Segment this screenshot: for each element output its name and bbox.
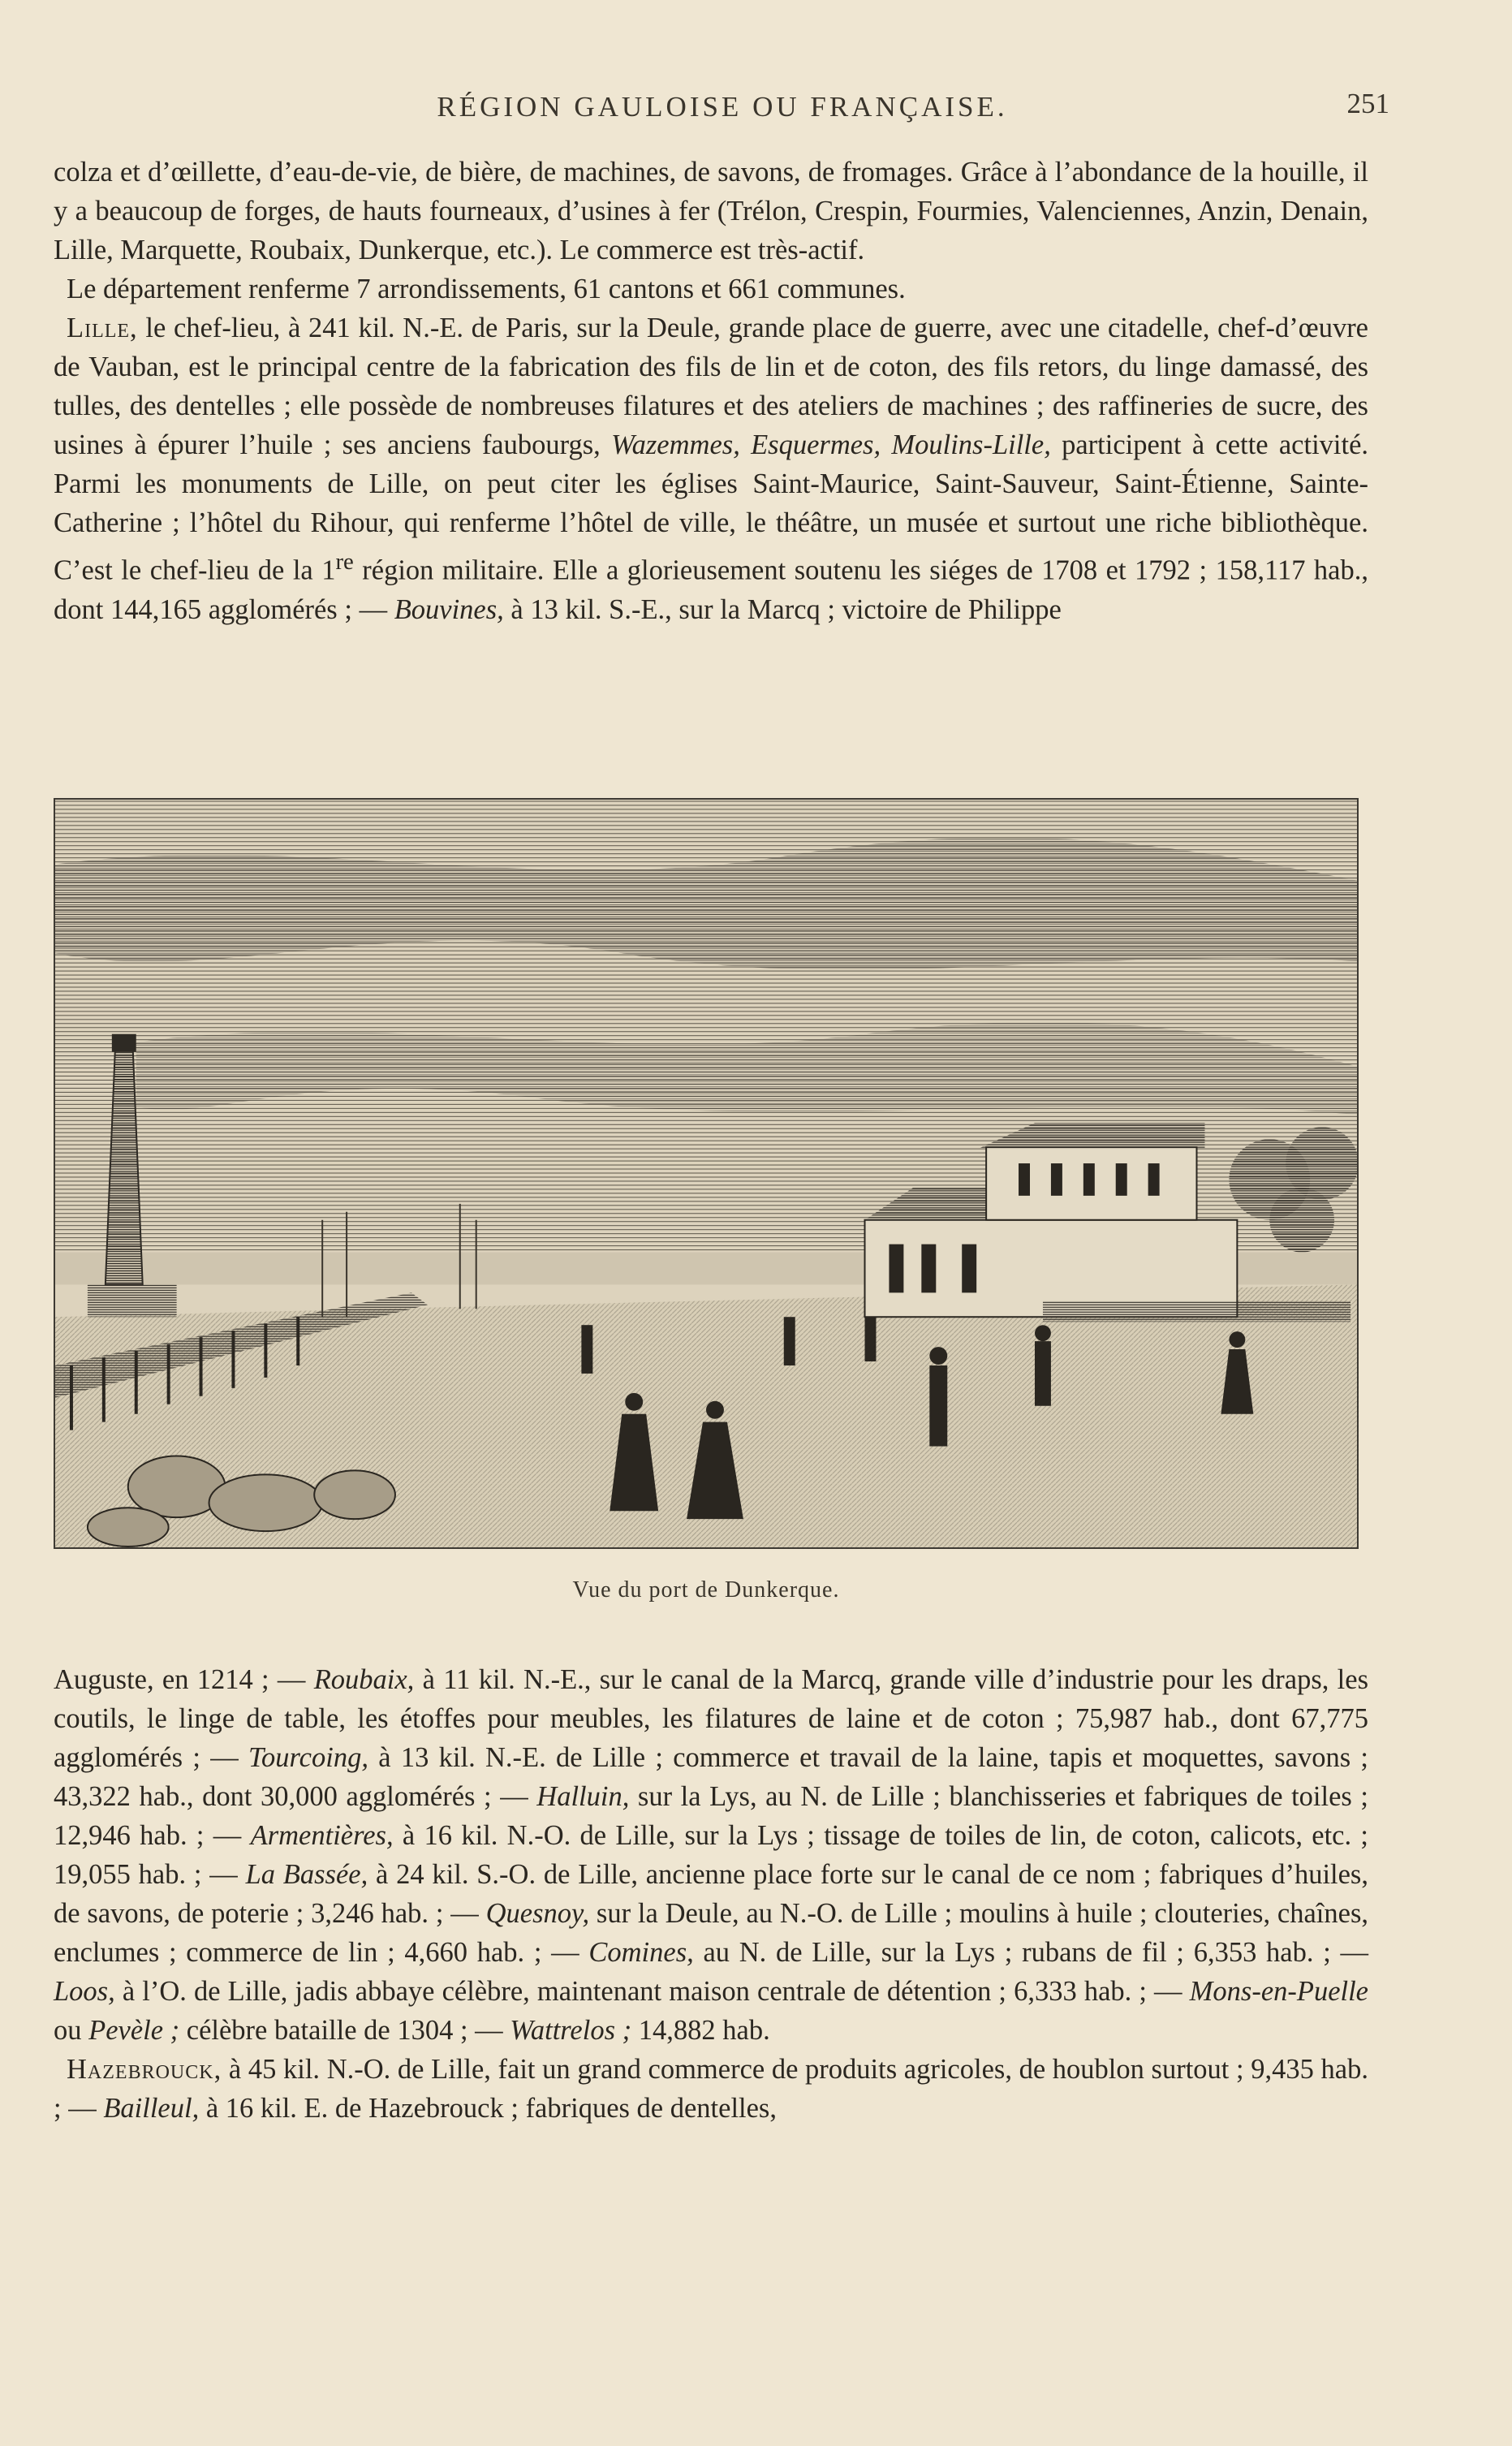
- text-run: à l’O. de Lille, jadis abbaye célèbre, maintenant maison centrale de détention ; 6,333 hab. ; —: [114, 1976, 1190, 2007]
- paragraph-nord-towns: [54, 1660, 1368, 2050]
- text-run: sur la Lys, au N. de Lille ; blanchisseries et fabriques de toiles ; 12,946 hab. ; —: [54, 1781, 1369, 1851]
- figure-caption: Vue du port de Dunkerque.: [572, 1577, 840, 1603]
- text-run: à 11 kil. N.-E., sur le canal de la Marcq, grande ville d’industrie pour les draps, les coutils, le linge de table, les étoffes pour meubles, les filatures de laine et de coton ; 75,987 hab., dont 67,775 agglomérés ; —: [54, 1664, 1368, 1773]
- place-name-roubaix: Roubaix,: [313, 1664, 415, 1695]
- page-number: 251: [1346, 88, 1389, 119]
- text-run: à 24 kil. S.-O. de Lille, ancienne place forte sur le canal de ce nom ; fabriques d’huiles, de savons, de poterie ; 3,246 hab. ; —: [54, 1859, 1368, 1929]
- place-name-mons-en-puelle: Mons-en-Puelle: [1189, 1976, 1368, 2007]
- engraving-illustration: [55, 800, 1357, 1547]
- text-run: à 13 kil. S.-E., sur la Marcq ; victoire de Philippe: [503, 593, 1062, 625]
- lighthouse-base: [88, 1284, 177, 1317]
- text-run: au N. de Lille, sur la Lys ; rubans de fil ; 6,353 hab. ; —: [693, 1937, 1368, 1968]
- place-name-bouvines: Bouvines,: [394, 593, 504, 625]
- paragraph-hazebrouck: [54, 2050, 1368, 2128]
- place-name-comines: Comines,: [588, 1937, 694, 1968]
- text-run: 14,882 hab.: [631, 2015, 770, 2046]
- text-run: région militaire. Elle a glorieusement soutenu les siéges de 1708 et 1792 ; 158,117 hab., dont 144,165 agglomérés ; —: [54, 554, 1368, 625]
- paragraph-lille: [54, 308, 1368, 629]
- upper-text-block: [54, 153, 1368, 629]
- place-name-loos: Loos,: [54, 1976, 115, 2007]
- place-name-wattrelos: Wattrelos ;: [510, 2015, 632, 2046]
- running-title: RÉGION GAULOISE OU FRANÇAISE.: [437, 91, 1008, 123]
- place-name-pevele: Pevèle ;: [88, 2015, 180, 2046]
- text-run: à 45 kil. N.-O. de Lille, fait un grand commerce de produits agricoles, de houblon surtout ; 9,435 hab. ; —: [54, 2054, 1368, 2124]
- text-run: ou: [54, 2015, 89, 2046]
- text-run: à 16 kil. N.-O. de Lille, sur la Lys ; tissage de toiles de lin, de coton, calicots, etc. ; 19,055 hab. ; —: [54, 1820, 1368, 1890]
- lower-text-block: [54, 1660, 1368, 2128]
- paragraph-industry: colza et d’œillette, d’eau-de-vie, de bière, de machines, de savons, de fromages. Grâce à l’abondance de la houille, il y a beaucoup de forges, de hauts fourneaux, d’usines à fer (Trélon, Crespin, Fourmies, Valenciennes, Anzin, Denain, Lille, Marquette, Roubaix, Dunkerque, etc.). Le commerce est très-actif.: [54, 157, 1368, 265]
- place-name-quesnoy: Quesnoy,: [485, 1898, 590, 1929]
- place-name-armentieres: Armentières,: [250, 1820, 394, 1851]
- place-name-bailleul: Bailleul,: [103, 2093, 200, 2124]
- place-name-lille: Lille,: [67, 313, 138, 343]
- text-run: à 16 kil. E. de Hazebrouck ; fabriques de dentelles,: [199, 2093, 777, 2124]
- text-run: Auguste, en 1214 ; —: [54, 1664, 314, 1695]
- engraving-port-dunkerque: [54, 798, 1359, 1549]
- text-run: sur la Deule, au N.-O. de Lille ; moulins à huile ; clouteries, chaînes, enclumes ; commerce de lin ; 4,660 hab. ; —: [54, 1898, 1368, 1968]
- text-run: à 13 kil. N.-E. de Lille ; commerce et travail de la laine, tapis et moquettes, savons ; 43,322 hab., dont 30,000 agglomérés ; —: [54, 1742, 1369, 1812]
- paragraph-administration: Le département renferme 7 arrondissements, 61 cantons et 661 communes.: [67, 274, 906, 304]
- place-name-hazebrouck: Hazebrouck,: [67, 2054, 222, 2085]
- text-run: le chef-lieu, à 241 kil. N.-E. de Paris, sur la Deule, grande place de guerre, avec une citadelle, chef-d’œuvre de Vauban, est le principal centre de la fabrication des fils de lin et de coton, des fils retors, du linge damassé, des tulles, des dentelles ; elle possède de nombreuses filatures et des ateliers de machines ; des raffineries de sucre, des usines à épurer l’huile ; ses anciens faubourgs,: [54, 313, 1368, 460]
- text-run: célèbre bataille de 1304 ; —: [179, 2015, 510, 2046]
- place-name-la-bassee: La Bassée,: [245, 1859, 368, 1890]
- place-name-tourcoing: Tourcoing,: [248, 1742, 368, 1773]
- place-name-faubourgs: Wazemmes, Esquermes, Moulins-Lille,: [611, 429, 1051, 460]
- place-name-halluin: Halluin,: [536, 1781, 630, 1812]
- lighthouse-lantern: [112, 1034, 136, 1052]
- ordinal-superscript: re: [335, 549, 354, 575]
- text-run: participent à cette activité. Parmi les monuments de Lille, on peut citer les églises Saint-Maurice, Saint-Sauveur, Saint-Étienne, Sainte-Catherine ; l’hôtel du Rihour, qui renferme l’hôtel de ville, le théâtre, un musée et surtout une riche bibliothèque. C’est le chef-lieu de la 1: [54, 429, 1369, 586]
